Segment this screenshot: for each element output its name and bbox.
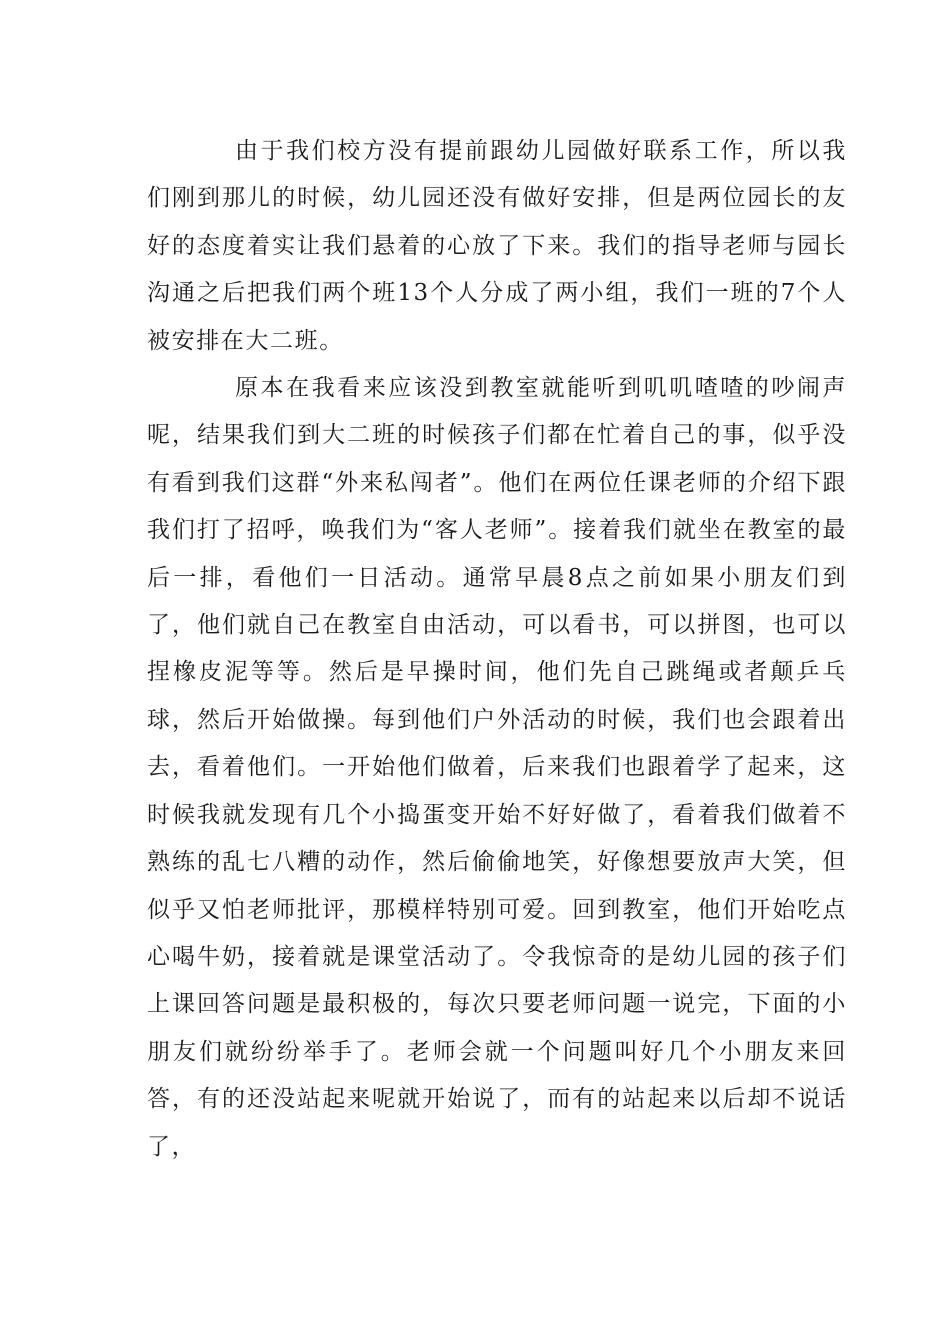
document-body bbox=[147, 128, 847, 1171]
paragraph-1: 由于我们校方没有提前跟幼儿园做好联系工作，所以我们刚到那儿的时候，幼儿园还没有做好安排，但是两位园长的友好的态度着实让我们悬着的心放了下来。我们的指导老师与园长沟通之后把我们两个班13个人分成了两小组，我们一班的7个人被安排在大二班。 bbox=[147, 138, 847, 354]
paragraph-2: 原本在我看来应该没到教室就能听到叽叽喳喳的吵闹声呢，结果我们到大二班的时候孩子们都在忙着自己的事，似乎没有看到我们这群“外来私闯者”。他们在两位任课老师的介绍下跟我们打了招呼，唤我们为“客人老师”。接着我们就坐在教室的最后一排，看他们一日活动。通常早晨8点之前如果小朋友们到了，他们就自己在教室自由活动，可以看书，可以拼图，也可以捏橡皮泥等等。然后是早操时间，他们先自己跳绳或者颠乒乓球，然后开始做操。每到他们户外活动的时候，我们也会跟着出去，看着他们。一开始他们做着，后来我们也跟着学了起来，这时候我就发现有几个小捣蛋变开始不好好做了，看着我们做着不熟练的乱七八糟的动作，然后偷偷地笑，好像想要放声大笑，但似乎又怕老师批评，那模样特别可爱。回到教室，他们开始吃点心喝牛奶，接着就是课堂活动了。令我惊奇的是幼儿园的孩子们上课回答问题是最积极的，每次只要老师问题一说完，下面的小朋友们就纷纷举手了。老师会就一个问题叫好几个小朋友来回答，有的还没站起来呢就开始说了，而有的站起来以后却不说话了， bbox=[147, 375, 847, 1160]
